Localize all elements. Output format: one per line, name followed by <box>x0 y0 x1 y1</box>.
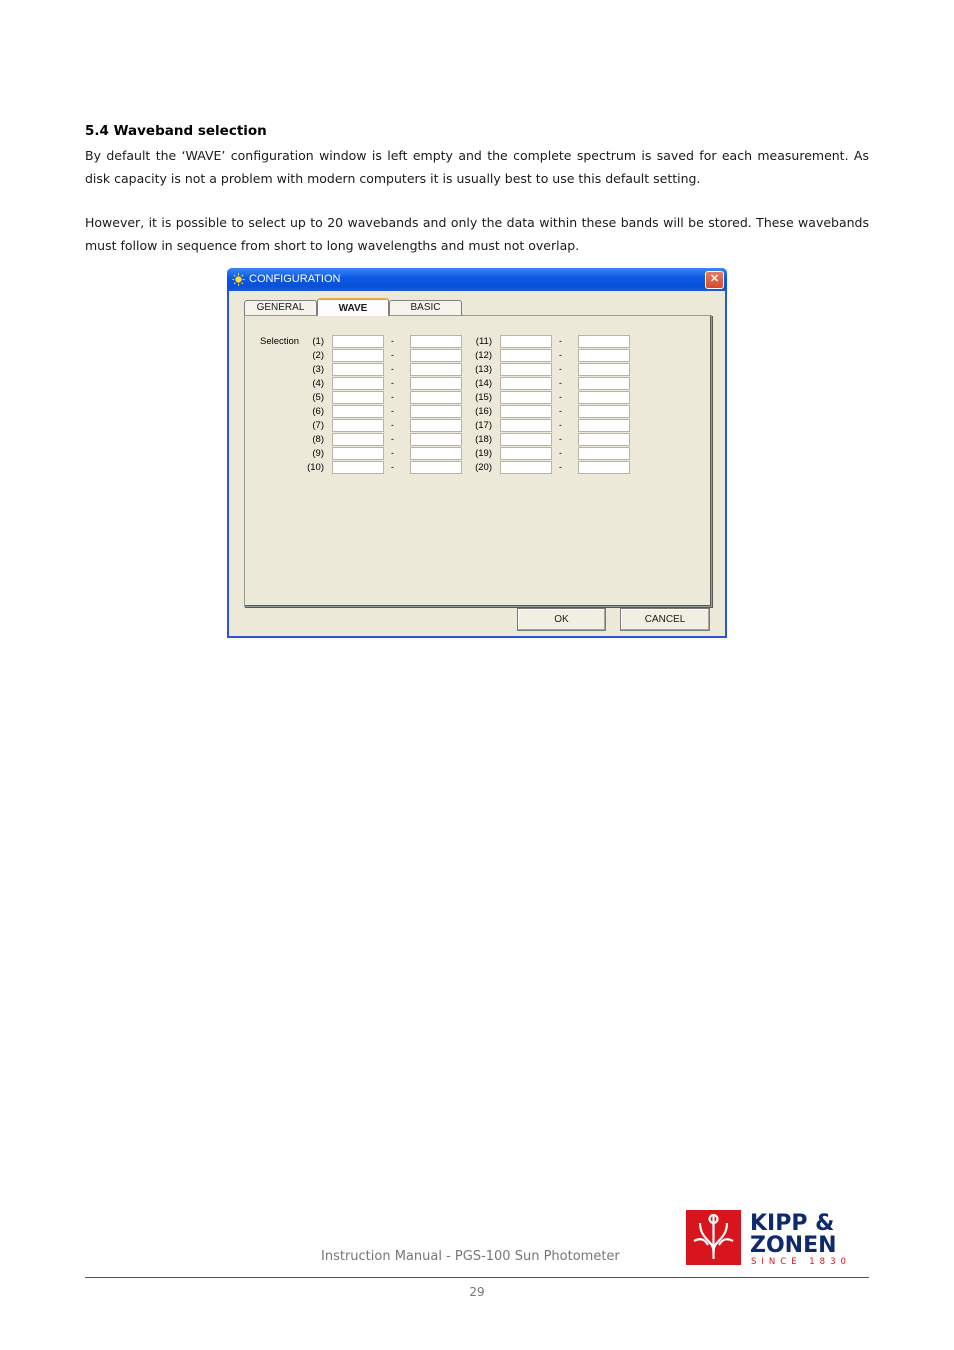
waveband-end-input[interactable] <box>410 405 462 418</box>
ok-button[interactable]: OK <box>517 608 606 631</box>
range-separator: - <box>559 420 562 430</box>
selection-label: Selection <box>260 336 300 347</box>
waveband-row-label: (7) <box>312 420 324 431</box>
page-number: 29 <box>469 1285 485 1299</box>
waveband-start-input[interactable] <box>332 377 384 390</box>
footer-divider <box>85 1277 869 1278</box>
waveband-row-label: (12) <box>475 350 492 361</box>
waveband-row-label: (5) <box>312 392 324 403</box>
range-separator: - <box>391 378 394 388</box>
waveband-end-input[interactable] <box>578 419 630 432</box>
waveband-start-input[interactable] <box>500 391 552 404</box>
waveband-start-input[interactable] <box>500 405 552 418</box>
waveband-end-input[interactable] <box>578 433 630 446</box>
range-separator: - <box>559 336 562 346</box>
waveband-end-input[interactable] <box>578 461 630 474</box>
section-heading: 5.4 Waveband selection <box>85 123 267 139</box>
waveband-start-input[interactable] <box>332 363 384 376</box>
waveband-start-input[interactable] <box>332 391 384 404</box>
waveband-row-label: (2) <box>312 350 324 361</box>
waveband-row-label: (10) <box>307 462 324 473</box>
waveband-end-input[interactable] <box>410 419 462 432</box>
paragraph-waveband-limit: However, it is possible to select up to 20 wavebands and only the data within these bands will be stored. These wavebands must follow in sequence from short to long wavelengths and must not overlap. <box>85 215 869 253</box>
waveband-start-input[interactable] <box>500 363 552 376</box>
range-separator: - <box>391 448 394 458</box>
waveband-row-label: (9) <box>312 448 324 459</box>
waveband-row-label: (1) <box>312 336 324 347</box>
waveband-end-input[interactable] <box>578 405 630 418</box>
waveband-row-label: (19) <box>475 448 492 459</box>
waveband-end-input[interactable] <box>578 349 630 362</box>
waveband-start-input[interactable] <box>500 377 552 390</box>
logo-text-line2: ZONEN <box>750 1233 837 1258</box>
waveband-end-input[interactable] <box>410 433 462 446</box>
waveband-start-input[interactable] <box>500 447 552 460</box>
range-separator: - <box>559 364 562 374</box>
close-icon: ✕ <box>709 273 720 285</box>
range-separator: - <box>559 378 562 388</box>
waveband-row-label: (16) <box>475 406 492 417</box>
waveband-start-input[interactable] <box>332 419 384 432</box>
waveband-row-label: (20) <box>475 462 492 473</box>
sun-icon <box>232 273 245 286</box>
dialog-titlebar[interactable] <box>227 268 727 291</box>
waveband-start-input[interactable] <box>500 461 552 474</box>
range-separator: - <box>391 420 394 430</box>
waveband-start-input[interactable] <box>500 335 552 348</box>
waveband-row-label: (3) <box>312 364 324 375</box>
waveband-start-input[interactable] <box>332 433 384 446</box>
waveband-row-label: (4) <box>312 378 324 389</box>
waveband-end-input[interactable] <box>578 391 630 404</box>
waveband-row-label: (17) <box>475 420 492 431</box>
waveband-start-input[interactable] <box>332 461 384 474</box>
range-separator: - <box>559 434 562 444</box>
logo-text-line3: SINCE 1830 <box>751 1257 851 1266</box>
range-separator: - <box>559 448 562 458</box>
range-separator: - <box>391 350 394 360</box>
footer-document-title: Instruction Manual - PGS-100 Sun Photometer <box>321 1249 620 1264</box>
waveband-start-input[interactable] <box>332 447 384 460</box>
waveband-end-input[interactable] <box>578 447 630 460</box>
range-separator: - <box>391 434 394 444</box>
waveband-end-input[interactable] <box>578 363 630 376</box>
waveband-start-input[interactable] <box>500 419 552 432</box>
waveband-end-input[interactable] <box>410 461 462 474</box>
waveband-start-input[interactable] <box>332 405 384 418</box>
range-separator: - <box>391 406 394 416</box>
paragraph-default-setting: By default the ‘WAVE’ configuration window is left empty and the complete spectrum is saved for each measurement. As disk capacity is not a problem with modern computers it is usually best to use this default setting. <box>85 148 869 186</box>
waveband-end-input[interactable] <box>410 335 462 348</box>
range-separator: - <box>391 364 394 374</box>
range-separator: - <box>559 350 562 360</box>
kipp-zonen-logo <box>686 1209 870 1266</box>
waveband-row-label: (13) <box>475 364 492 375</box>
waveband-end-input[interactable] <box>410 349 462 362</box>
close-button[interactable] <box>705 271 724 289</box>
range-separator: - <box>391 462 394 472</box>
tab-wave[interactable]: WAVE <box>317 298 389 316</box>
range-separator: - <box>559 392 562 402</box>
waveband-start-input[interactable] <box>500 349 552 362</box>
waveband-start-input[interactable] <box>332 335 384 348</box>
waveband-row-label: (8) <box>312 434 324 445</box>
waveband-row-label: (14) <box>475 378 492 389</box>
waveband-row-label: (6) <box>312 406 324 417</box>
range-separator: - <box>559 406 562 416</box>
waveband-end-input[interactable] <box>410 377 462 390</box>
wave-panel <box>244 315 712 607</box>
configuration-dialog <box>227 268 727 638</box>
range-separator: - <box>559 462 562 472</box>
waveband-row-label: (15) <box>475 392 492 403</box>
waveband-start-input[interactable] <box>332 349 384 362</box>
waveband-start-input[interactable] <box>500 433 552 446</box>
waveband-row-label: (18) <box>475 434 492 445</box>
waveband-end-input[interactable] <box>578 335 630 348</box>
waveband-end-input[interactable] <box>410 391 462 404</box>
waveband-row-label: (11) <box>475 336 492 347</box>
dialog-title: CONFIGURATION <box>249 273 341 285</box>
waveband-end-input[interactable] <box>410 447 462 460</box>
waveband-end-input[interactable] <box>578 377 630 390</box>
waveband-end-input[interactable] <box>410 363 462 376</box>
cancel-button[interactable]: CANCEL <box>620 608 710 631</box>
range-separator: - <box>391 392 394 402</box>
range-separator: - <box>391 336 394 346</box>
tab-basic[interactable]: BASIC <box>389 300 462 315</box>
tab-general[interactable]: GENERAL <box>244 300 317 315</box>
logo-text-line1: KIPP & <box>750 1211 835 1236</box>
